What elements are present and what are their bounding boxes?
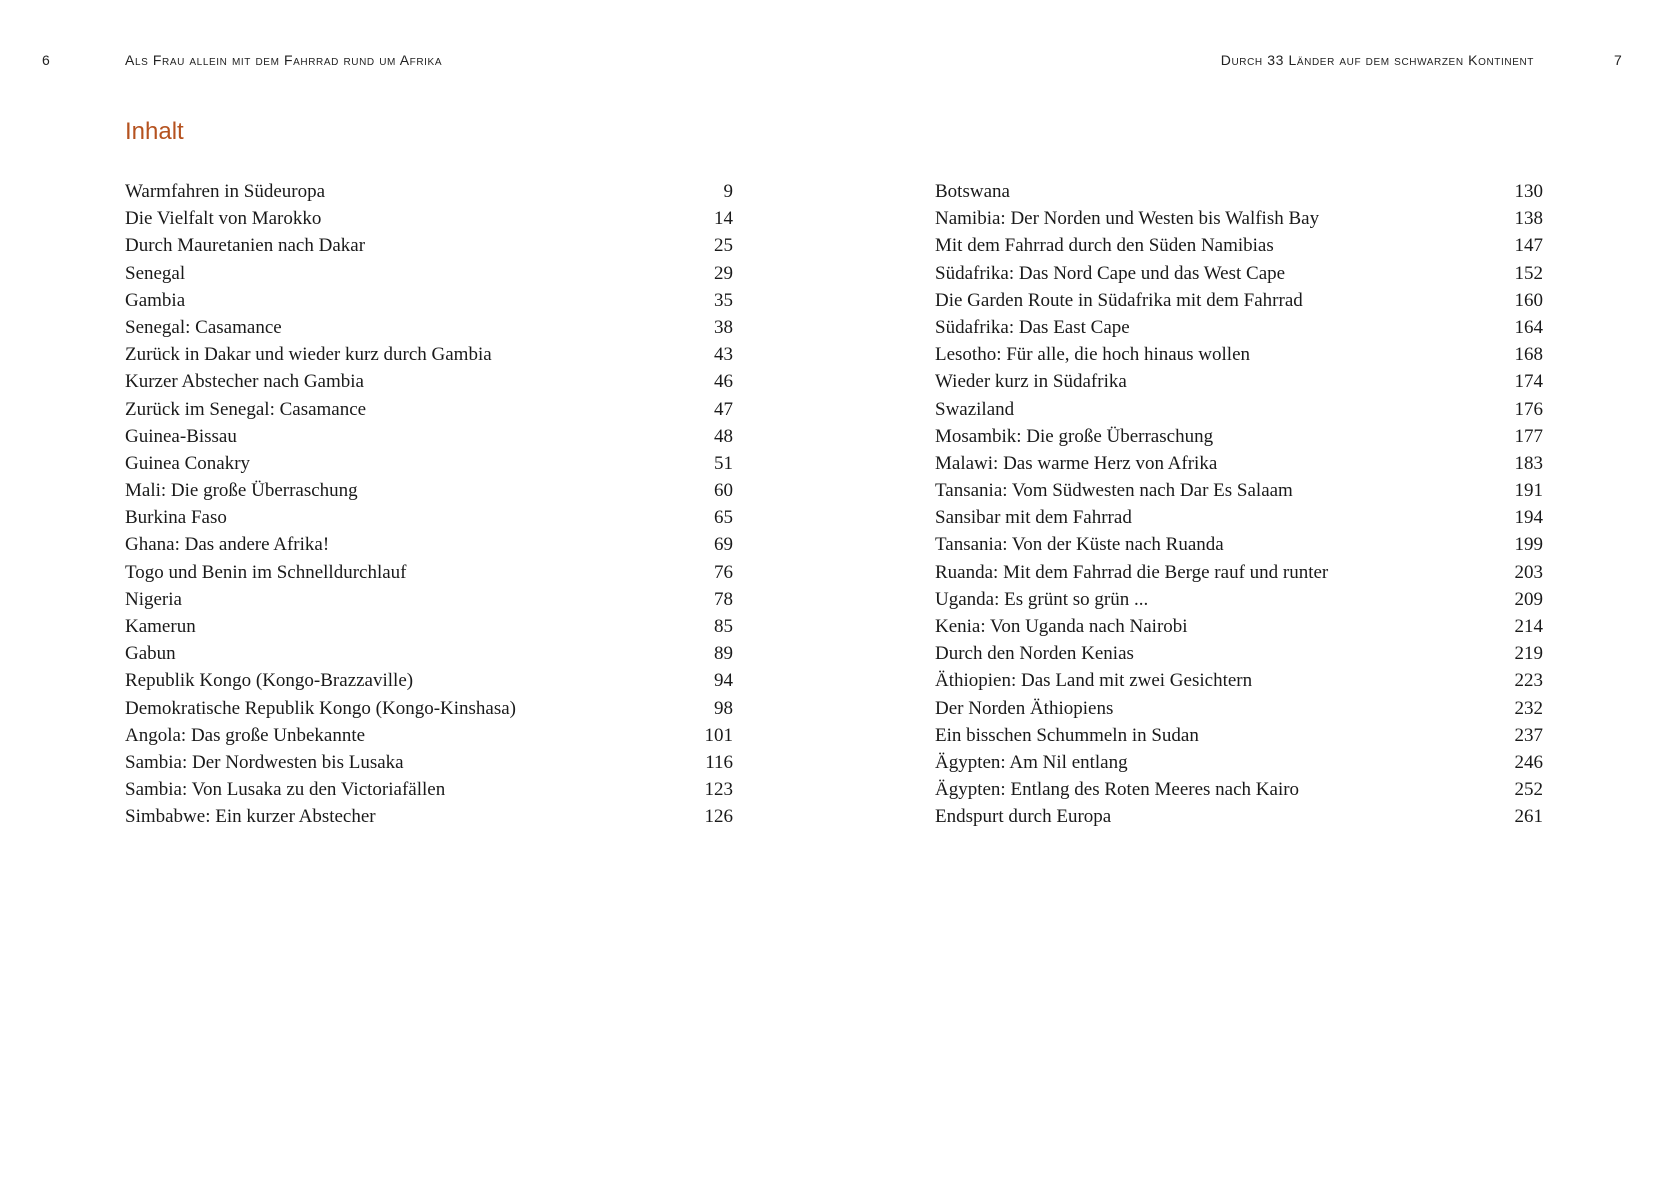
left-running-header: Als Frau allein mit dem Fahrrad rund um Afrika: [125, 52, 443, 68]
toc-entry: [935, 586, 1543, 613]
toc-entry-page: 177: [1514, 425, 1543, 447]
toc-entry-title: Gambia: [125, 289, 186, 311]
toc-entry-title: Togo und Benin im Schnelldurchlauf: [125, 561, 407, 583]
toc-entry: [125, 504, 733, 531]
toc-entry-title: Lesotho: Für alle, die hoch hinaus wollen: [935, 344, 1251, 366]
toc-entry-title: Mosambik: Die große Überraschung: [935, 425, 1214, 447]
toc-entry-title: Warmfahren in Südeuropa: [125, 181, 326, 202]
toc-entry: [125, 749, 733, 776]
toc-entry: [125, 368, 733, 395]
toc-entry-page: 38: [714, 316, 733, 338]
toc-entry: [125, 640, 733, 667]
toc-entry-page: 191: [1514, 480, 1543, 502]
toc-entry-title: Ghana: Das andere Afrika!: [125, 534, 330, 556]
toc-entry-title: Namibia: Der Norden und Westen bis Walfish Bay: [935, 208, 1320, 230]
right-page-number: 7: [1614, 52, 1622, 68]
toc-entry-title: Ruanda: Mit dem Fahrrad die Berge rauf und runter: [935, 561, 1329, 583]
toc-entry-page: 51: [714, 452, 733, 474]
toc-entry: [935, 695, 1543, 722]
toc-heading: Inhalt: [125, 118, 184, 145]
toc-entry-title: Republik Kongo (Kongo-Brazzaville): [125, 670, 414, 692]
toc-entry-page: 203: [1514, 561, 1543, 583]
toc-entry: [935, 559, 1543, 586]
toc-entry: [125, 803, 733, 830]
toc-entry-page: 219: [1514, 643, 1543, 665]
toc-entry: [935, 749, 1543, 776]
toc-entry-page: 199: [1514, 534, 1543, 556]
toc-entry: [935, 396, 1543, 423]
toc-entry-title: Uganda: Es grünt so grün ...: [935, 588, 1149, 610]
toc-entry-page: 164: [1514, 316, 1543, 338]
toc-entry-page: 152: [1514, 262, 1543, 284]
toc-entry-page: 69: [714, 534, 733, 556]
toc-entry-title: Guinea Conakry: [125, 452, 251, 474]
toc-entry-page: 85: [714, 616, 733, 637]
toc-entry-page: 89: [714, 643, 733, 665]
toc-entry: [125, 559, 733, 586]
toc-entry-title: Senegal: Casamance: [125, 316, 282, 338]
toc-entry-page: 43: [714, 344, 733, 366]
toc-entry-title: Die Garden Route in Südafrika mit dem Fahrrad: [935, 289, 1303, 311]
toc-entry-title: Kenia: Von Uganda nach Nairobi: [935, 616, 1188, 637]
toc-entry-title: Simbabwe: Ein kurzer Abstecher: [125, 806, 376, 828]
toc-entry-page: 65: [714, 507, 733, 529]
toc-entry: [125, 423, 733, 450]
toc-entry-page: 116: [705, 751, 733, 773]
toc-entry: [125, 586, 733, 613]
toc-entry: [935, 260, 1543, 287]
toc-entry-page: 168: [1514, 344, 1543, 366]
toc-entry-title: Sambia: Der Nordwesten bis Lusaka: [125, 751, 404, 773]
toc-entry-page: 9: [723, 181, 733, 202]
toc-entry-page: 130: [1514, 181, 1543, 202]
toc-entry-title: Tansania: Von der Küste nach Ruanda: [935, 534, 1224, 556]
toc-entry: [935, 504, 1543, 531]
toc-entry-page: 214: [1514, 616, 1543, 637]
toc-entry: [125, 205, 733, 232]
toc-entry-page: 223: [1514, 670, 1543, 692]
toc-entry-page: 35: [714, 289, 733, 311]
toc-entry: [125, 667, 733, 694]
toc-entry-title: Tansania: Vom Südwesten nach Dar Es Salaam: [935, 480, 1293, 502]
toc-entry: [125, 178, 733, 205]
toc-entry-title: Senegal: [125, 262, 186, 284]
toc-entry: [935, 205, 1543, 232]
toc-entry-page: 60: [714, 480, 733, 502]
toc-entry: [125, 776, 733, 803]
toc-entry: [125, 450, 733, 477]
toc-entry-title: Zurück in Dakar und wieder kurz durch Gambia: [125, 344, 492, 366]
toc-entry: [935, 531, 1543, 558]
toc-entry-page: 147: [1514, 235, 1543, 257]
toc-entry-page: 46: [714, 371, 733, 393]
toc-entry-page: 47: [714, 398, 733, 420]
toc-entry: [935, 776, 1543, 803]
toc-entry-title: Durch Mauretanien nach Dakar: [125, 235, 366, 257]
toc-entry: [935, 640, 1543, 667]
toc-left-column: [125, 178, 733, 831]
toc-entry-title: Südafrika: Das Nord Cape und das West Cape: [935, 262, 1286, 284]
left-page-number: 6: [42, 52, 50, 68]
toc-entry-page: 123: [704, 779, 733, 801]
toc-entry-page: 183: [1514, 452, 1543, 474]
toc-entry: [125, 695, 733, 722]
toc-entry-page: 14: [714, 208, 733, 230]
toc-entry-title: Gabun: [125, 643, 176, 665]
toc-entry: [935, 178, 1543, 205]
toc-entry-page: 252: [1514, 779, 1543, 801]
toc-entry-page: 29: [714, 262, 733, 284]
toc-entry: [935, 613, 1543, 640]
toc-entry-page: 237: [1514, 724, 1543, 746]
toc-entry-page: 78: [714, 588, 733, 610]
toc-entry: [935, 341, 1543, 368]
toc-entry-title: Swaziland: [935, 398, 1015, 420]
toc-entry: [935, 232, 1543, 259]
toc-entry: [935, 368, 1543, 395]
toc-entry: [125, 232, 733, 259]
toc-entry: [935, 314, 1543, 341]
toc-entry: [935, 450, 1543, 477]
toc-entry-title: Wieder kurz in Südafrika: [935, 371, 1127, 393]
toc-entry-title: Ägypten: Am Nil entlang: [935, 751, 1128, 773]
toc-entry-page: 138: [1514, 208, 1543, 230]
right-running-header: Durch 33 Länder auf dem schwarzen Kontinent: [1220, 52, 1534, 68]
toc-entry-page: 246: [1514, 751, 1543, 773]
toc-entry-page: 101: [704, 724, 733, 746]
toc-entry-page: 209: [1514, 588, 1543, 610]
toc-entry-title: Südafrika: Das East Cape: [935, 316, 1130, 338]
toc-entry-title: Malawi: Das warme Herz von Afrika: [935, 452, 1218, 474]
toc-entry-page: 232: [1514, 697, 1543, 719]
toc-entry-page: 94: [714, 670, 733, 692]
toc-entry: [125, 477, 733, 504]
toc-entry-page: 261: [1514, 806, 1543, 828]
toc-entry-page: 98: [714, 697, 733, 719]
toc-entry: [125, 722, 733, 749]
toc-entry-page: 174: [1514, 371, 1543, 393]
toc-entry-title: Zurück im Senegal: Casamance: [125, 398, 367, 420]
toc-entry-title: Sansibar mit dem Fahrrad: [935, 507, 1132, 529]
toc-entry-title: Ein bisschen Schummeln in Sudan: [935, 724, 1199, 746]
toc-entry-title: Kamerun: [125, 616, 196, 637]
toc-entry-title: Durch den Norden Kenias: [935, 643, 1134, 665]
toc-entry-title: Demokratische Republik Kongo (Kongo-Kinshasa): [125, 697, 517, 719]
toc-entry: [125, 287, 733, 314]
toc-entry: [935, 722, 1543, 749]
toc-entry-title: Mali: Die große Überraschung: [125, 480, 358, 502]
toc-entry: [125, 314, 733, 341]
toc-entry: [935, 803, 1543, 830]
toc-entry: [125, 341, 733, 368]
toc-entry-title: Guinea-Bissau: [125, 425, 237, 447]
toc-entry-title: Endspurt durch Europa: [935, 806, 1112, 828]
toc-entry-page: 25: [714, 235, 733, 257]
toc-entry-page: 160: [1514, 289, 1543, 311]
toc-entry-page: 126: [704, 806, 733, 828]
toc-entry-page: 194: [1514, 507, 1543, 529]
toc-entry-title: Angola: Das große Unbekannte: [125, 724, 366, 746]
toc-entry-title: Sambia: Von Lusaka zu den Victoriafällen: [125, 779, 446, 801]
toc-entry-title: Mit dem Fahrrad durch den Süden Namibias: [935, 235, 1274, 257]
toc-entry-title: Kurzer Abstecher nach Gambia: [125, 371, 364, 393]
toc-entry-page: 176: [1514, 398, 1543, 420]
toc-entry-title: Der Norden Äthiopiens: [935, 697, 1114, 719]
toc-entry-page: 76: [714, 561, 733, 583]
toc-entry-page: 48: [714, 425, 733, 447]
toc-entry-title: Burkina Faso: [125, 507, 227, 529]
toc-entry: [125, 531, 733, 558]
toc-right-column: [935, 178, 1543, 831]
toc-entry-title: Die Vielfalt von Marokko: [125, 208, 322, 230]
toc-entry: [935, 477, 1543, 504]
toc-entry: [935, 287, 1543, 314]
toc-entry: [935, 667, 1543, 694]
toc-entry-title: Äthiopien: Das Land mit zwei Gesichtern: [935, 670, 1253, 692]
toc-entry: [125, 260, 733, 287]
toc-entry-title: Nigeria: [125, 588, 182, 610]
toc-entry-title: Ägypten: Entlang des Roten Meeres nach Kairo: [935, 779, 1300, 801]
toc-entry: [125, 613, 733, 640]
toc-entry-title: Botswana: [935, 181, 1010, 202]
toc-entry: [935, 423, 1543, 450]
toc-entry: [125, 396, 733, 423]
